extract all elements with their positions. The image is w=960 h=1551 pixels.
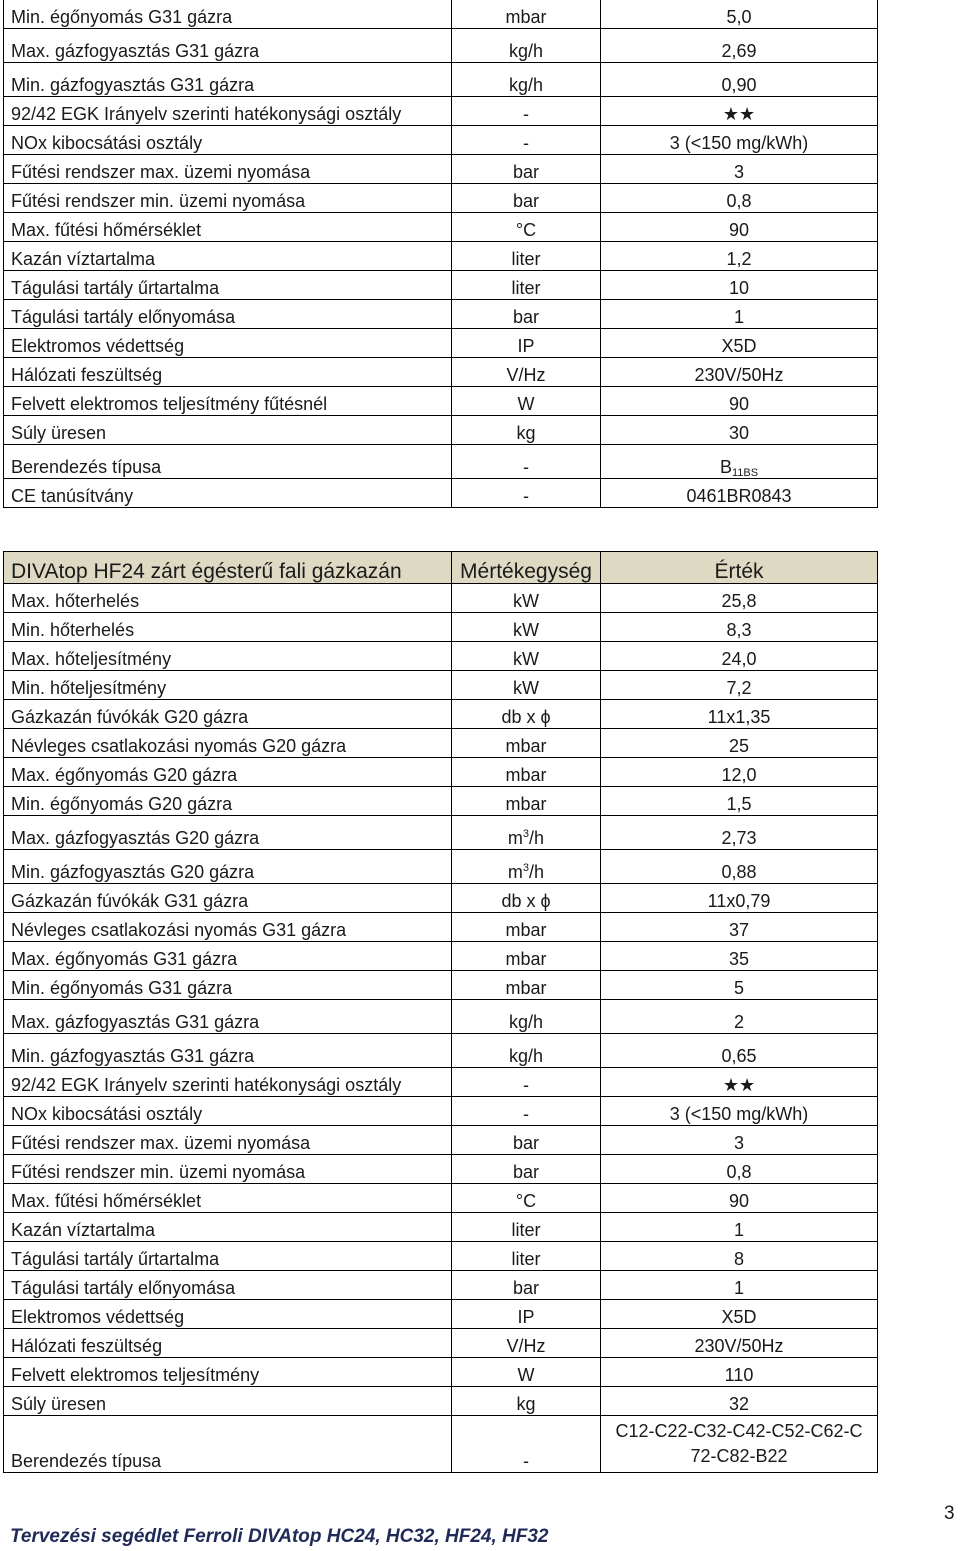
table-row [4, 213, 878, 242]
row-label: Fűtési rendszer max. üzemi nyomása [4, 155, 452, 184]
row-unit [452, 816, 601, 850]
row-unit: kg [452, 416, 601, 445]
row-value: 2 [601, 1000, 878, 1034]
appliance-types: C12-C22-C32-C42-C52-C62-C72-C82-B22 [615, 1421, 863, 1466]
row-unit [452, 850, 601, 884]
row-unit: W [452, 1358, 601, 1387]
row-unit: liter [452, 1242, 601, 1271]
row-value [601, 1416, 878, 1473]
row-unit: kW [452, 671, 601, 700]
row-label: Min. gázfogyasztás G20 gázra [4, 850, 452, 884]
row-unit: mbar [452, 971, 601, 1000]
row-value: 0,8 [601, 184, 878, 213]
row-label: Súly üresen [4, 416, 452, 445]
table-row [4, 729, 878, 758]
row-label: Fűtési rendszer min. üzemi nyomása [4, 1155, 452, 1184]
table-row [4, 671, 878, 700]
value-subscript: 11BS [731, 467, 759, 479]
table-row [4, 850, 878, 884]
table-row [4, 97, 878, 126]
table-row [4, 1213, 878, 1242]
row-unit: bar [452, 184, 601, 213]
row-label: Min. égőnyomás G31 gázra [4, 971, 452, 1000]
table-row [4, 63, 878, 97]
unit-main: m [507, 862, 523, 882]
row-unit: W [452, 387, 601, 416]
table-row [4, 1271, 878, 1300]
header-value: Érték [601, 552, 878, 584]
row-value: 3 [601, 1126, 878, 1155]
row-label: Min. hőterhelés [4, 613, 452, 642]
table-row [4, 913, 878, 942]
row-value [601, 445, 878, 479]
row-value: 32 [601, 1387, 878, 1416]
row-value: 0,90 [601, 63, 878, 97]
value-main: B [719, 457, 732, 477]
row-unit: liter [452, 242, 601, 271]
row-unit: bar [452, 1126, 601, 1155]
row-label: Min. égőnyomás G31 gázra [4, 0, 452, 29]
row-unit: - [452, 126, 601, 155]
row-label: Névleges csatlakozási nyomás G31 gázra [4, 913, 452, 942]
table-row [4, 700, 878, 729]
table-row [4, 642, 878, 671]
table-header-row [4, 552, 878, 584]
row-label: 92/42 EGK Irányelv szerinti hatékonysági osztály [4, 97, 452, 126]
row-value: 11x1,35 [601, 700, 878, 729]
row-label: Min. égőnyomás G20 gázra [4, 787, 452, 816]
row-value: 0461BR0843 [601, 479, 878, 508]
row-value: 30 [601, 416, 878, 445]
row-value: 1,2 [601, 242, 878, 271]
row-value: 25,8 [601, 584, 878, 613]
table-row [4, 242, 878, 271]
row-label: Max. égőnyomás G31 gázra [4, 942, 452, 971]
row-label: Min. hőteljesítmény [4, 671, 452, 700]
row-unit: kg/h [452, 29, 601, 63]
table-row [4, 329, 878, 358]
table-row [4, 1000, 878, 1034]
row-unit: IP [452, 329, 601, 358]
row-value: 0,8 [601, 1155, 878, 1184]
unit-tail: /h [529, 828, 545, 848]
efficiency-stars: ★★ [601, 97, 878, 126]
row-unit: mbar [452, 0, 601, 29]
row-label: NOx kibocsátási osztály [4, 126, 452, 155]
efficiency-stars: ★★ [601, 1068, 878, 1097]
row-unit: V/Hz [452, 1329, 601, 1358]
row-unit: mbar [452, 787, 601, 816]
row-unit: db x ϕ [452, 884, 601, 913]
row-value: X5D [601, 1300, 878, 1329]
table-row [4, 271, 878, 300]
row-value: 12,0 [601, 758, 878, 787]
row-unit: kW [452, 584, 601, 613]
table-row [4, 1416, 878, 1473]
unit-tail: /h [529, 862, 545, 882]
row-value: 37 [601, 913, 878, 942]
row-value: 3 (<150 mg/kWh) [601, 126, 878, 155]
table-row [4, 358, 878, 387]
row-unit: db x ϕ [452, 700, 601, 729]
row-label: Felvett elektromos teljesítmény fűtésnél [4, 387, 452, 416]
table-row [4, 613, 878, 642]
table-row [4, 787, 878, 816]
row-label: Max. fűtési hőmérséklet [4, 213, 452, 242]
row-value: 1,5 [601, 787, 878, 816]
row-label: Min. gázfogyasztás G31 gázra [4, 1034, 452, 1068]
table-row [4, 29, 878, 63]
row-value: 90 [601, 1184, 878, 1213]
row-value: 11x0,79 [601, 884, 878, 913]
row-label: Berendezés típusa [4, 1416, 452, 1473]
table-row [4, 300, 878, 329]
row-value: 2,73 [601, 816, 878, 850]
row-value: 5,0 [601, 0, 878, 29]
table-row [4, 0, 878, 29]
table-row [4, 184, 878, 213]
row-value: 90 [601, 387, 878, 416]
row-label: Max. hőteljesítmény [4, 642, 452, 671]
row-unit: °C [452, 1184, 601, 1213]
row-value: 8 [601, 1242, 878, 1271]
row-value: 3 (<150 mg/kWh) [601, 1097, 878, 1126]
table-row [4, 942, 878, 971]
row-label: Max. gázfogyasztás G31 gázra [4, 1000, 452, 1034]
row-label: Tágulási tartály előnyomása [4, 1271, 452, 1300]
row-label: Kazán víztartalma [4, 242, 452, 271]
row-unit: kg/h [452, 1000, 601, 1034]
row-value: 3 [601, 155, 878, 184]
row-value: 10 [601, 271, 878, 300]
row-label: Max. hőterhelés [4, 584, 452, 613]
table-row [4, 126, 878, 155]
row-unit: V/Hz [452, 358, 601, 387]
table-row [4, 971, 878, 1000]
row-value: 1 [601, 1213, 878, 1242]
row-unit: mbar [452, 942, 601, 971]
row-label: Berendezés típusa [4, 445, 452, 479]
row-value: 90 [601, 213, 878, 242]
row-label: Fűtési rendszer min. üzemi nyomása [4, 184, 452, 213]
table-row [4, 1126, 878, 1155]
row-unit: - [452, 1097, 601, 1126]
row-label: CE tanúsítvány [4, 479, 452, 508]
row-unit: mbar [452, 729, 601, 758]
header-unit: Mértékegység [452, 552, 601, 584]
row-value: 2,69 [601, 29, 878, 63]
table-row [4, 1358, 878, 1387]
row-value: 25 [601, 729, 878, 758]
table-row [4, 758, 878, 787]
row-value: 5 [601, 971, 878, 1000]
row-unit: kg [452, 1387, 601, 1416]
row-value: 8,3 [601, 613, 878, 642]
table-row [4, 584, 878, 613]
row-unit: IP [452, 1300, 601, 1329]
row-unit: bar [452, 1155, 601, 1184]
row-label: Hálózati feszültség [4, 1329, 452, 1358]
row-label: NOx kibocsátási osztály [4, 1097, 452, 1126]
spec-table-continued [3, 0, 878, 508]
row-value: 0,88 [601, 850, 878, 884]
row-unit: liter [452, 1213, 601, 1242]
row-label: 92/42 EGK Irányelv szerinti hatékonysági osztály [4, 1068, 452, 1097]
table-row [4, 479, 878, 508]
row-label: Elektromos védettség [4, 1300, 452, 1329]
row-label: Gázkazán fúvókák G31 gázra [4, 884, 452, 913]
row-label: Súly üresen [4, 1387, 452, 1416]
page-number: 3 [944, 1503, 955, 1524]
table-row [4, 816, 878, 850]
table-row [4, 387, 878, 416]
table-row [4, 1034, 878, 1068]
header-product-name: DIVAtop HF24 zárt égésterű fali gázkazán [4, 552, 452, 584]
row-unit: bar [452, 300, 601, 329]
document-footer: Tervezési segédlet Ferroli DIVAtop HC24, HC32, HF24, HF32 [10, 1526, 549, 1547]
row-unit: kW [452, 613, 601, 642]
table-row [4, 1242, 878, 1271]
row-value: X5D [601, 329, 878, 358]
row-value: 35 [601, 942, 878, 971]
row-unit: °C [452, 213, 601, 242]
row-value: 1 [601, 300, 878, 329]
row-label: Kazán víztartalma [4, 1213, 452, 1242]
row-label: Max. égőnyomás G20 gázra [4, 758, 452, 787]
table-row [4, 1097, 878, 1126]
row-label: Felvett elektromos teljesítmény [4, 1358, 452, 1387]
row-unit: bar [452, 155, 601, 184]
row-value: 0,65 [601, 1034, 878, 1068]
row-unit: mbar [452, 913, 601, 942]
row-label: Min. gázfogyasztás G31 gázra [4, 63, 452, 97]
row-unit: mbar [452, 758, 601, 787]
row-unit: bar [452, 1271, 601, 1300]
row-label: Tágulási tartály előnyomása [4, 300, 452, 329]
row-value: 7,2 [601, 671, 878, 700]
unit-superscript: 3 [522, 828, 530, 840]
row-value: 230V/50Hz [601, 1329, 878, 1358]
row-label: Névleges csatlakozási nyomás G20 gázra [4, 729, 452, 758]
row-label: Max. gázfogyasztás G31 gázra [4, 29, 452, 63]
row-unit: - [452, 445, 601, 479]
row-label: Max. fűtési hőmérséklet [4, 1184, 452, 1213]
row-unit: kW [452, 642, 601, 671]
table-row [4, 884, 878, 913]
table-row [4, 155, 878, 184]
row-label: Gázkazán fúvókák G20 gázra [4, 700, 452, 729]
row-value: 230V/50Hz [601, 358, 878, 387]
table-row [4, 1184, 878, 1213]
row-unit: - [452, 1068, 601, 1097]
row-unit: liter [452, 271, 601, 300]
row-unit: kg/h [452, 63, 601, 97]
spec-table-hf24 [3, 551, 878, 1473]
row-value: 1 [601, 1271, 878, 1300]
table-row [4, 445, 878, 479]
row-label: Elektromos védettség [4, 329, 452, 358]
row-unit: - [452, 1416, 601, 1473]
table-row [4, 416, 878, 445]
table-row [4, 1387, 878, 1416]
row-unit: kg/h [452, 1034, 601, 1068]
row-value: 110 [601, 1358, 878, 1387]
row-label: Fűtési rendszer max. üzemi nyomása [4, 1126, 452, 1155]
row-label: Hálózati feszültség [4, 358, 452, 387]
table-row [4, 1300, 878, 1329]
row-label: Tágulási tartály űrtartalma [4, 271, 452, 300]
table-row [4, 1155, 878, 1184]
table-row [4, 1068, 878, 1097]
row-value: 24,0 [601, 642, 878, 671]
row-label: Max. gázfogyasztás G20 gázra [4, 816, 452, 850]
row-unit: - [452, 479, 601, 508]
unit-superscript: 3 [522, 862, 530, 874]
row-unit: - [452, 97, 601, 126]
table-row [4, 1329, 878, 1358]
row-label: Tágulási tartály űrtartalma [4, 1242, 452, 1271]
unit-main: m [507, 828, 523, 848]
